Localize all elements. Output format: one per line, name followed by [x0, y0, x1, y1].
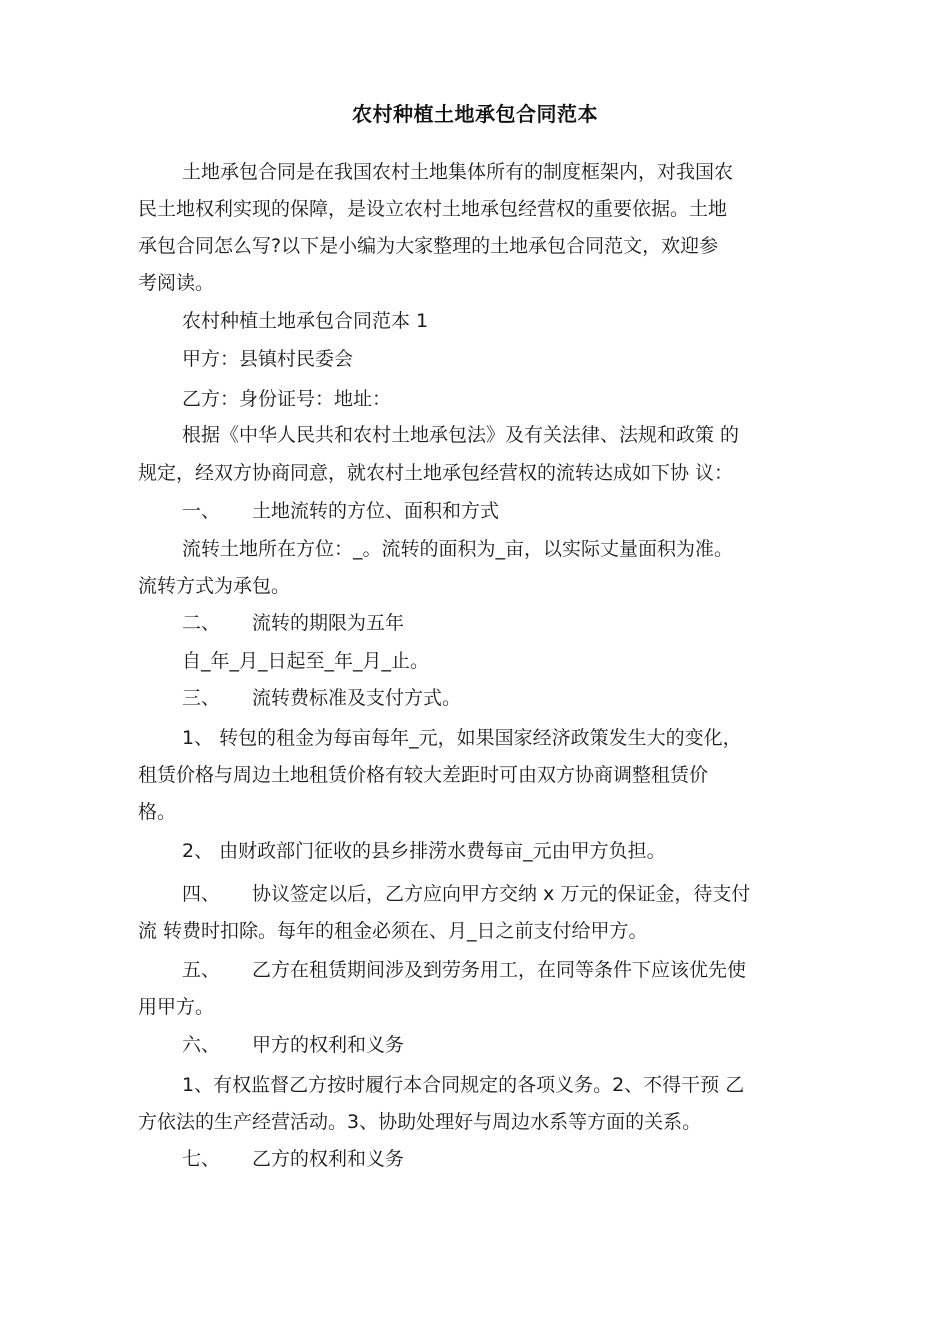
section-3-item-2: 2、 由财政部门征收的县乡排涝水费每亩_元由甲方负担。 [182, 840, 666, 862]
section-text: 乙方的权利和义务 [252, 1148, 405, 1170]
document-title: 农村种植土地承包合同范本 [352, 102, 598, 126]
section-text: 流转费标准及支付方式。 [252, 687, 462, 709]
section-6-body-line-1: 1、有权监督乙方按时履行本合同规定的各项义务。2、不得干预 乙 [182, 1074, 745, 1096]
section-text: 甲方的权利和义务 [252, 1034, 405, 1056]
section-number: 五、 [182, 959, 221, 981]
section-1-body-line-2: 流转方式为承包。 [138, 575, 291, 597]
intro-line-4: 考阅读。 [138, 272, 215, 294]
section-3-heading [138, 680, 872, 717]
section-5-heading [138, 952, 872, 989]
section-text: 协议签定以后，乙方应向甲方交纳 x 万元的保证金，待支付 [252, 883, 751, 905]
section-text: 土地流转的方位、面积和方式 [252, 500, 500, 522]
section-1-heading [138, 493, 872, 530]
party-b: 乙方：身份证号：地址： [182, 388, 392, 410]
section-number: 六、 [182, 1034, 221, 1056]
intro-line-3: 承包合同怎么写?以下是小编为大家整理的土地承包合同范文，欢迎参 [138, 235, 719, 257]
section-3-item-1-line-3: 格。 [138, 801, 177, 823]
section-number: 一、 [182, 500, 221, 522]
section-2-body: 自_年_月_日起至_年_月_止。 [182, 650, 430, 672]
section-number: 七、 [182, 1148, 221, 1170]
section-4-heading [138, 876, 872, 913]
section-text: 流转的期限为五年 [252, 612, 405, 634]
section-6-body-line-2: 方依法的生产经营活动。3、协助处理好与周边水系等方面的关系。 [138, 1111, 702, 1133]
section-number: 三、 [182, 687, 221, 709]
section-text: 乙方在租赁期间涉及到劳务用工，在同等条件下应该优先使 [252, 959, 747, 981]
basis-line-2: 规定，经双方协商同意，就农村土地承包经营权的流转达成如下协 议： [138, 462, 734, 484]
section-6-heading [138, 1027, 872, 1064]
section-number: 二、 [182, 612, 221, 634]
section-7-heading [138, 1141, 872, 1178]
contract-subtitle: 农村种植土地承包合同范本 1 [182, 310, 429, 332]
section-3-item-1-line-1: 1、 转包的租金为每亩每年_元，如果国家经济政策发生大的变化， [182, 727, 742, 749]
section-3-item-1-line-2: 租赁价格与周边土地租赁价格有较大差距时可由双方协商调整租赁价 [138, 764, 709, 786]
party-a: 甲方：县镇村民委会 [182, 348, 354, 370]
section-number: 四、 [182, 883, 221, 905]
section-2-heading [138, 605, 872, 642]
basis-line-1: 根据《中华人民共和农村土地承包法》及有关法律、法规和政策 的 [182, 424, 740, 446]
intro-line-1: 土地承包合同是在我国农村土地集体所有的制度框架内，对我国农 [182, 161, 734, 183]
intro-line-2: 民土地权利实现的保障，是设立农村土地承包经营权的重要依据。土地 [138, 198, 728, 220]
section-4-continuation: 流 转费时扣除。每年的租金必须在、月_日之前支付给甲方。 [138, 920, 648, 942]
section-5-continuation: 用甲方。 [138, 996, 215, 1018]
section-1-body-line-1: 流转土地所在方位：_。流转的面积为_亩，以实际丈量面积为准。 [182, 538, 734, 560]
